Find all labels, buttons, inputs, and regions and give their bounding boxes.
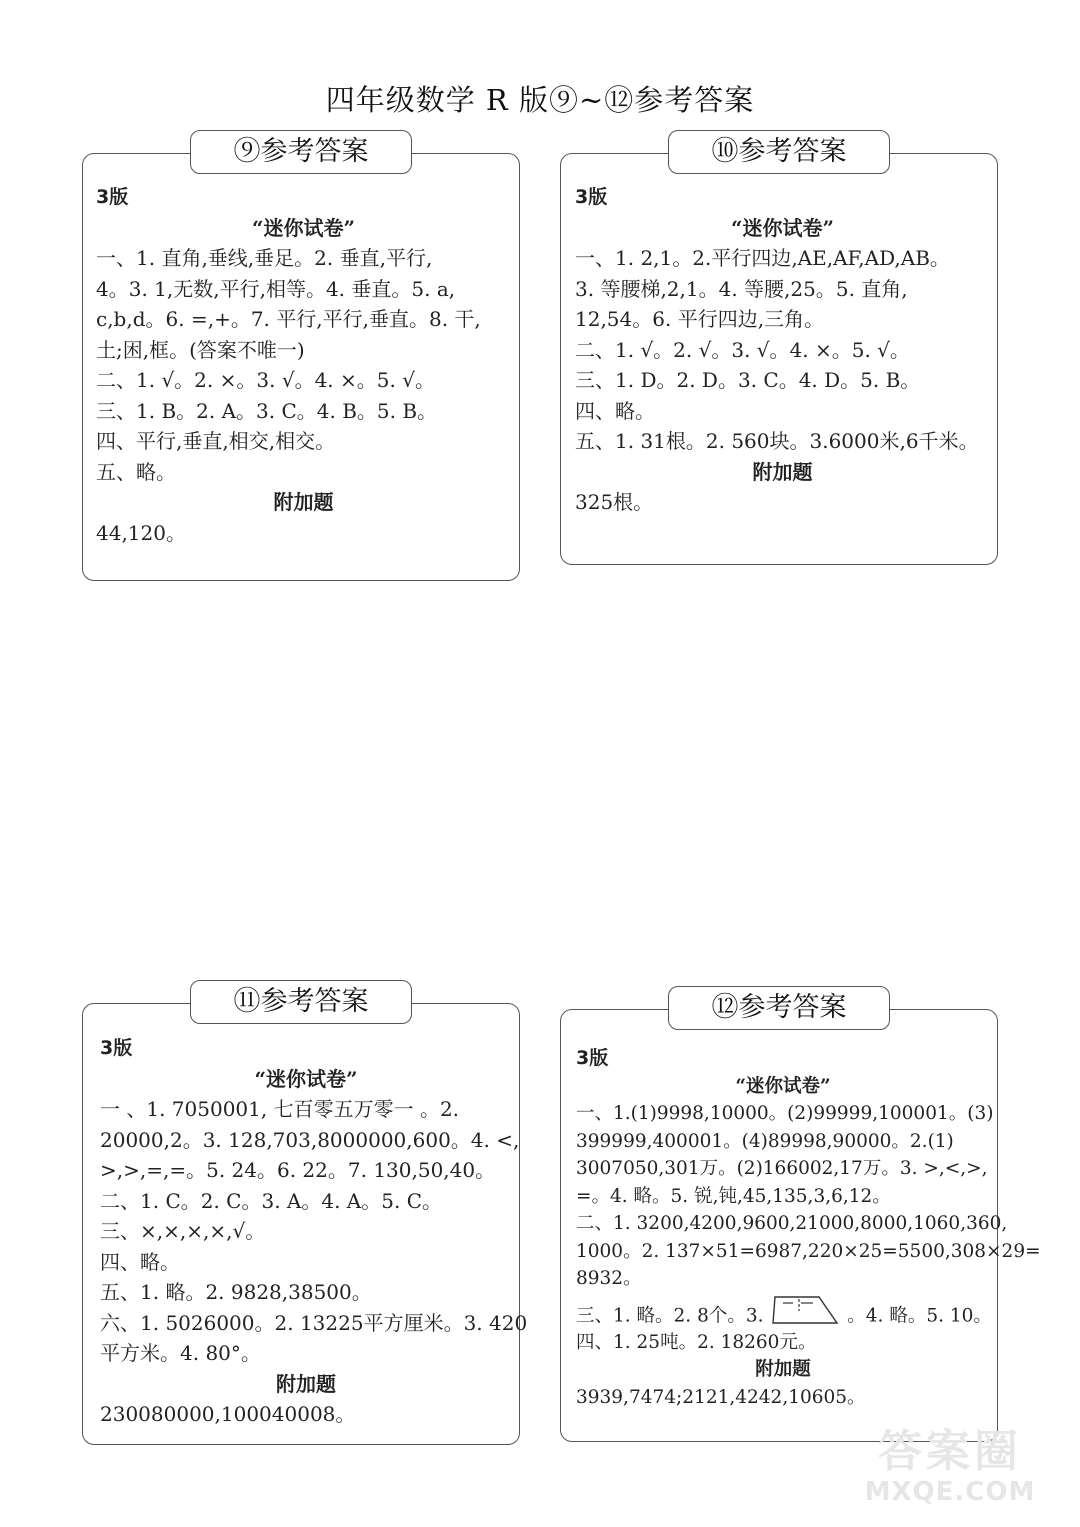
answer-line: 一、1. 2,1。2.平行四边,AE,AF,AD,AB。	[575, 246, 950, 270]
answer-line: c,b,d。6. =,+。7. 平行,平行,垂直。8. 干,	[96, 307, 481, 331]
answer-line: 三、1. D。2. D。3. C。4. D。5. B。	[575, 368, 921, 392]
answer-line: >,>,=,=。5. 24。6. 22。7. 130,50,40。	[100, 1158, 496, 1182]
extra-question-title: 附加题	[276, 1371, 336, 1396]
answer-line: 四、1. 25吨。2. 18260元。	[576, 1331, 817, 1353]
answer-line: 二、1. C。2. C。3. A。4. A。5. C。	[100, 1188, 442, 1213]
answer-line: 399999,400001。(4)89998,90000。2.(1)	[576, 1130, 954, 1152]
edition-label: 3版	[100, 1037, 133, 1059]
answer-line: 一 、1. 7050001, 七百零五万零一 。2.	[100, 1097, 460, 1121]
answer-line: 四、略。	[575, 398, 655, 423]
answer-content-12	[576, 1045, 1041, 1411]
answer-content-10	[575, 182, 990, 518]
answer-line: 五、1. 31根。2. 560块。3.6000米,6千米。	[575, 429, 979, 453]
answer-text: 。4. 略。5. 10。	[847, 1305, 992, 1326]
edition-label: 3版	[576, 1047, 609, 1069]
extra-question-answer: 3939,7474;2121,4242,10605。	[576, 1386, 866, 1408]
answer-content-11	[100, 1033, 528, 1430]
answer-line: 一、1. 直角,垂线,垂足。2. 垂直,平行,	[96, 246, 433, 270]
extra-question-title: 附加题	[755, 1359, 811, 1380]
section-tab-11: ⑪参考答案	[190, 980, 412, 1024]
answer-line: 20000,2。3. 128,703,8000000,600。4. <,	[100, 1127, 520, 1152]
watermark-logo	[850, 1427, 1050, 1517]
answer-line: 8932。	[576, 1268, 642, 1289]
answer-line: =。4. 略。5. 锐,钝,45,135,3,6,12。	[576, 1185, 891, 1207]
answer-content-9	[96, 182, 511, 548]
page-title: 四年级数学 R 版⑨~⑫参考答案	[325, 83, 755, 117]
subtitle: “迷你试卷”	[730, 215, 834, 240]
answer-line: 二、1. √。2. √。3. √。4. ×。5. √。	[575, 337, 910, 362]
answer-line: 12,54。6. 平行四边,三角。	[575, 307, 825, 331]
extra-question-title: 附加题	[752, 459, 813, 484]
answer-line: 3. 等腰梯,2,1。4. 等腰,25。5. 直角,	[575, 276, 908, 301]
section-tab-10: ⑩参考答案	[668, 130, 890, 174]
answer-line: 五、略。	[96, 459, 176, 484]
answer-line: 平方米。4. 80°。	[100, 1341, 261, 1365]
answer-line: 土;困,框。(答案不唯一)	[96, 337, 305, 362]
extra-question-answer: 44,120。	[96, 520, 186, 545]
answer-line: 3007050,301万。(2)166002,17万。3. >,<,>,	[576, 1158, 988, 1179]
extra-question-title: 附加题	[273, 490, 334, 514]
answer-text: 三、1. 略。2. 8个。3.	[576, 1305, 764, 1326]
section-tab-12: ⑫参考答案	[668, 986, 890, 1030]
subtitle: “迷你试卷”	[735, 1075, 831, 1097]
answer-line: 六、1. 5026000。2. 13225平方厘米。3. 420	[100, 1310, 528, 1335]
subtitle: “迷你试卷”	[254, 1066, 358, 1091]
watermark-url: MXQE.COM	[864, 1477, 1036, 1507]
answer-line: 二、1. 3200,4200,9600,21000,8000,1060,360,	[576, 1213, 1008, 1234]
answer-line: 一、1.(1)9998,10000。(2)99999,100001。(3)	[576, 1103, 994, 1124]
extra-question-answer: 230080000,100040008。	[100, 1402, 356, 1426]
answer-line: 四、略。	[100, 1249, 180, 1274]
answer-line: 五、1. 略。2. 9828,38500。	[100, 1280, 372, 1304]
answer-line: 三、×,×,×,×,√。	[100, 1219, 266, 1243]
edition-label: 3版	[96, 186, 129, 208]
extra-question-answer: 325根。	[575, 490, 654, 514]
subtitle: “迷你试卷”	[251, 215, 355, 240]
answer-line: 三、1. B。2. A。3. C。4. B。5. B。	[96, 398, 438, 423]
watermark-text: 答案圈	[878, 1426, 1022, 1477]
answer-line: 四、平行,垂直,相交,相交。	[96, 429, 336, 453]
answer-line-with-figure	[576, 1293, 990, 1329]
answer-line: 二、1. √。2. ×。3. √。4. ×。5. √。	[96, 368, 435, 392]
edition-label: 3版	[575, 186, 608, 208]
answer-line: 1000。2. 137×51=6987,220×25=5500,308×29=	[576, 1240, 1041, 1262]
section-tab-9: ⑨参考答案	[190, 130, 412, 174]
answer-line: 4。3. 1,无数,平行,相等。4. 垂直。5. a,	[96, 276, 456, 301]
